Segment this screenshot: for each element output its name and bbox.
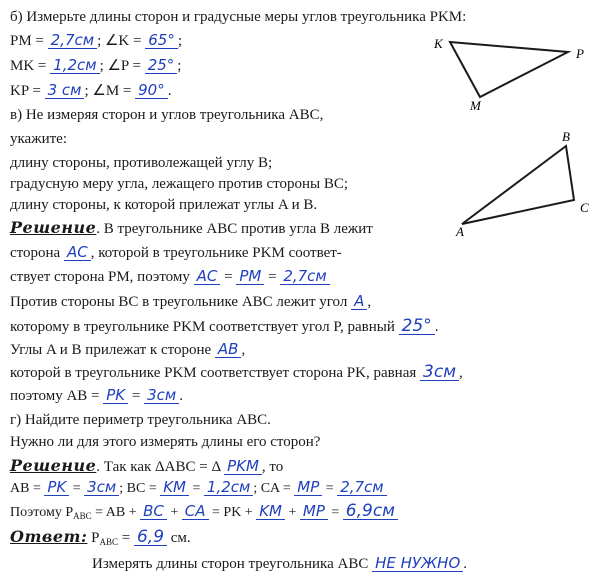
answer-p: P bbox=[91, 530, 100, 546]
triangle-abc bbox=[462, 146, 574, 224]
final-post: . bbox=[463, 556, 468, 572]
sol2-s1-pre: . Так как ΔABC = Δ bbox=[96, 459, 221, 475]
s7-post: , bbox=[459, 365, 463, 381]
sol2-s3-sub: ABC bbox=[73, 511, 92, 521]
final-answer: НЕ НУЖНО bbox=[372, 555, 463, 572]
sol2-s3-eq: = AB + bbox=[95, 505, 137, 520]
row1-pre: PM = bbox=[10, 33, 44, 49]
row2-post: ; bbox=[177, 58, 182, 74]
s6-pre: Углы A и B прилежат к стороне bbox=[10, 342, 212, 358]
row1-post: ; bbox=[177, 33, 182, 49]
answer-line bbox=[10, 526, 191, 548]
solution1-label: Решение bbox=[10, 218, 97, 237]
answer-value: 6,9 bbox=[134, 529, 167, 546]
s7-answer: 3см bbox=[420, 364, 459, 381]
s3-pre: ствует сторона PM, поэтому bbox=[10, 269, 190, 285]
answer-sub: ABC bbox=[99, 537, 118, 547]
s3-answer-3: 2,7см bbox=[280, 268, 329, 285]
sol2-bc-value: 1,2см bbox=[204, 479, 253, 496]
sol2-mp: MP bbox=[294, 479, 322, 496]
row1-answer-angle: 65° bbox=[145, 32, 178, 49]
row2-answer-length: 1,2см bbox=[50, 57, 99, 74]
vertex-b-label: B bbox=[562, 129, 570, 144]
sol2-s3-pre: Поэтому P bbox=[10, 505, 74, 520]
sol2-s3-ca: CA bbox=[182, 503, 209, 520]
answer-label: Ответ: bbox=[10, 527, 88, 546]
vertex-p-label: P bbox=[576, 46, 584, 61]
part-b-title-text: б) Измерьте длины сторон и градусные меры углов треугольника PKM: bbox=[10, 9, 467, 25]
sol2-s3-mp: MP bbox=[300, 503, 328, 520]
row3-answer-angle: 90° bbox=[135, 82, 168, 99]
sol2-km: KM bbox=[160, 479, 189, 496]
final-line bbox=[92, 553, 467, 575]
solution2-line-3 bbox=[10, 502, 398, 524]
solution1-s1: . В треугольнике ABC против угла B лежит bbox=[96, 221, 373, 237]
s8-answer-1: PK bbox=[103, 387, 128, 404]
sol2-s3-result: 6,9см bbox=[343, 503, 398, 520]
sol2-bc: ; BC = bbox=[119, 481, 157, 496]
solution1-line-2 bbox=[10, 242, 342, 264]
part-b-title bbox=[10, 6, 466, 28]
sol2-s3-eq-2: = bbox=[331, 505, 340, 520]
s3-eq-2: = bbox=[268, 269, 277, 285]
part-v-line-2: длину стороны, противолежащей углу B; bbox=[10, 155, 273, 171]
part-v-line-1: укажите: bbox=[10, 131, 67, 147]
vertex-a-label: A bbox=[456, 224, 464, 238]
vertex-m-label: M bbox=[470, 98, 481, 110]
s8-pre: поэтому AB = bbox=[10, 388, 100, 404]
part-v-line-4: длину стороны, к которой прилежат углы A и B. bbox=[10, 197, 318, 213]
s4-pre: Против стороны BC в треугольнике ABC лежит угол bbox=[10, 294, 348, 310]
s6-answer: AB bbox=[215, 341, 242, 358]
s2-pre: сторона bbox=[10, 245, 61, 261]
solution2-label: Решение bbox=[10, 456, 97, 475]
sol2-s1-post: , то bbox=[261, 459, 284, 475]
sol2-s3-mid: = PK + bbox=[212, 505, 253, 520]
sol2-ca: ; CA = bbox=[253, 481, 291, 496]
sol2-s3-plus-1: + bbox=[170, 505, 179, 520]
s5-answer: 25° bbox=[399, 318, 435, 335]
sol2-ab: AB = bbox=[10, 481, 41, 496]
row3-pre: KP = bbox=[10, 83, 41, 99]
s5-post: . bbox=[434, 319, 439, 335]
s4-post: , bbox=[367, 294, 372, 310]
solution1-line-7 bbox=[10, 362, 463, 384]
s8-answer-2: 3см bbox=[144, 387, 179, 404]
sol2-s3-plus-2: + bbox=[288, 505, 297, 520]
sol2-eq-1: = bbox=[72, 481, 81, 496]
part-b-row-3 bbox=[10, 80, 171, 102]
s8-eq: = bbox=[131, 388, 141, 404]
s7-pre: которой в треугольнике PKM соответствует сторона PK, равная bbox=[10, 365, 417, 381]
row2-pre: MK = bbox=[10, 58, 47, 74]
sol2-s1-answer: PKM bbox=[224, 458, 262, 475]
part-v-title: в) Не измеряя сторон и углов треугольника ABC, bbox=[10, 107, 324, 123]
s5-pre: которому в треугольнике PKM соответствует угол P, равный bbox=[10, 319, 395, 335]
solution1-line-8 bbox=[10, 385, 183, 407]
row1-answer-length: 2,7см bbox=[48, 32, 97, 49]
vertex-c-label: C bbox=[580, 200, 589, 215]
solution1-line-3 bbox=[10, 266, 330, 288]
triangle-pkm bbox=[450, 42, 568, 97]
s8-post: . bbox=[179, 388, 183, 404]
solution1-line-6 bbox=[10, 339, 245, 361]
s3-eq-1: = bbox=[224, 269, 233, 285]
row3-answer-length: 3 см bbox=[45, 82, 85, 99]
triangle-pkm-figure bbox=[430, 30, 595, 110]
s4-answer: A bbox=[351, 293, 367, 310]
sol2-s3-km: KM bbox=[256, 503, 285, 520]
s2-answer: AC bbox=[64, 244, 91, 261]
sol2-s3-bc: BC bbox=[140, 503, 167, 520]
triangle-abc-figure bbox=[450, 128, 595, 238]
row1-mid: ; ∠K = bbox=[97, 33, 142, 49]
sol2-eq-3: = bbox=[325, 481, 334, 496]
row2-mid: ; ∠P = bbox=[99, 58, 141, 74]
solution2-line-2 bbox=[10, 478, 387, 500]
solution1-line-5 bbox=[10, 316, 439, 338]
part-b-row-2 bbox=[10, 55, 181, 77]
solution1-line-1 bbox=[10, 217, 373, 239]
part-g-question: Нужно ли для этого измерять длины его сторон? bbox=[10, 434, 321, 450]
part-v-line-3: градусную меру угла, лежащего против стороны BC; bbox=[10, 176, 349, 192]
row3-mid: ; ∠M = bbox=[84, 83, 132, 99]
s3-answer-2: PM bbox=[236, 268, 264, 285]
row2-answer-angle: 25° bbox=[145, 57, 178, 74]
solution1-line-4 bbox=[10, 291, 371, 313]
vertex-k-label: K bbox=[434, 36, 443, 51]
sol2-ab-value: 3см bbox=[84, 479, 119, 496]
s3-answer-1: AC bbox=[194, 268, 221, 285]
part-g-title: г) Найдите периметр треугольника ABC. bbox=[10, 412, 271, 428]
sol2-pk: PK bbox=[44, 479, 69, 496]
part-b-row-1 bbox=[10, 30, 182, 52]
s6-post: , bbox=[241, 342, 246, 358]
answer-eq: = bbox=[121, 530, 131, 546]
s2-post: , которой в треугольнике PKM соответ- bbox=[90, 245, 342, 261]
row3-post: . bbox=[167, 83, 172, 99]
final-pre: Измерять длины сторон треугольника ABC bbox=[92, 556, 369, 572]
answer-unit: см. bbox=[170, 530, 191, 546]
sol2-eq-2: = bbox=[192, 481, 201, 496]
sol2-ca-value: 2,7см bbox=[337, 479, 386, 496]
solution2-line-1 bbox=[10, 455, 283, 477]
